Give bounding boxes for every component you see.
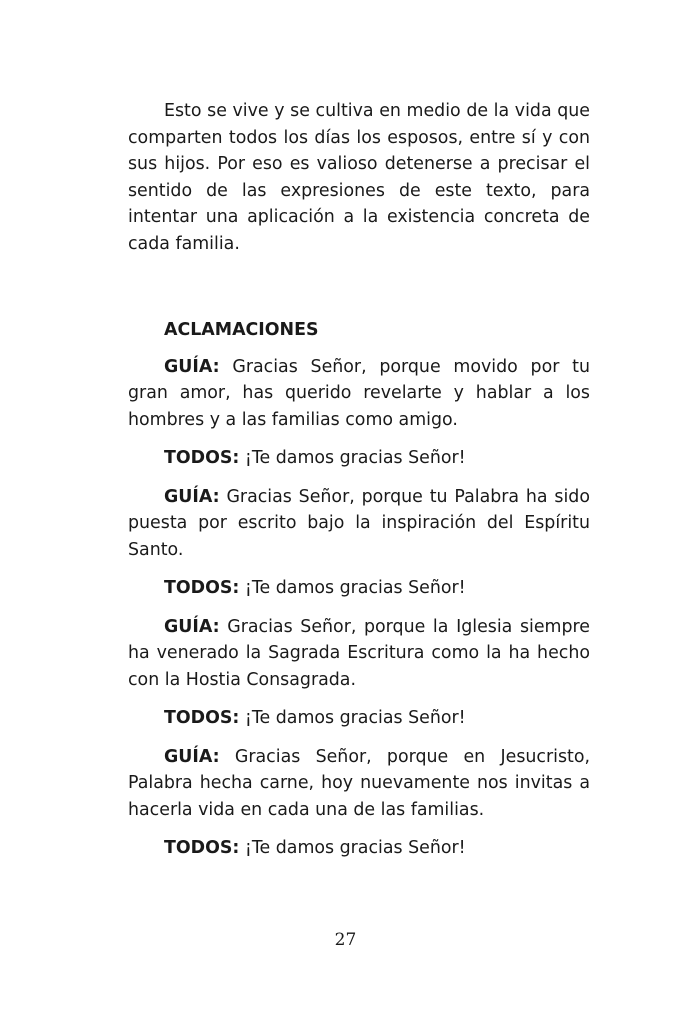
acclamation-text: Gracias Señor, porque movido por tu gran amor, has querido revelarte y hablar a los hombres y a las familias como amigo. <box>128 356 590 430</box>
acclamation-all-4 <box>128 835 590 862</box>
acclamation-all-3 <box>128 705 590 732</box>
acclamation-all-2 <box>128 575 590 602</box>
acclamation-text: Gracias Señor, porque tu Palabra ha sido puesta por escrito bajo la inspiración del Espíritu Santo. <box>128 486 590 560</box>
acclamation-text: ¡Te damos gracias Señor! <box>239 838 466 858</box>
speaker-label: GUÍA: <box>164 746 220 767</box>
acclamation-guide-4 <box>128 744 590 824</box>
acclamation-text: ¡Te damos gracias Señor! <box>239 578 466 598</box>
acclamation-text: ¡Te damos gracias Señor! <box>239 448 466 468</box>
speaker-label: TODOS: <box>164 578 240 598</box>
acclamation-guide-3 <box>128 614 590 694</box>
section-heading: ACLAMACIONES <box>164 320 319 340</box>
page-number: 27 <box>334 930 357 950</box>
speaker-label: GUÍA: <box>164 356 220 377</box>
speaker-label: TODOS: <box>164 448 240 468</box>
acclamation-guide-2 <box>128 484 590 564</box>
text-column <box>128 98 590 862</box>
acclamation-text: Gracias Señor, porque la Iglesia siempre ha venerado la Sagrada Escritura como la ha hecho con la Hostia Consagrada. <box>128 616 590 690</box>
speaker-label: TODOS: <box>164 838 240 858</box>
acclamation-all-1 <box>128 445 590 472</box>
speaker-label: TODOS: <box>164 708 240 728</box>
acclamation-text: ¡Te damos gracias Señor! <box>239 708 466 728</box>
intro-paragraph: Esto se vive y se cultiva en medio de la vida que comparten todos los días los esposos, entre sí y con sus hijos. Por eso es valioso detenerse a precisar el sentido de las expresiones de este texto, para intentar una aplicación a la existencia concreta de cada familia. <box>128 101 590 254</box>
acclamation-text: Gracias Señor, porque en Jesucristo, Palabra hecha carne, hoy nuevamente nos invitas a hacerla vida en cada una de las familias. <box>128 746 590 820</box>
speaker-label: GUÍA: <box>164 486 220 507</box>
speaker-label: GUÍA: <box>164 616 220 637</box>
acclamation-guide-1 <box>128 354 590 434</box>
